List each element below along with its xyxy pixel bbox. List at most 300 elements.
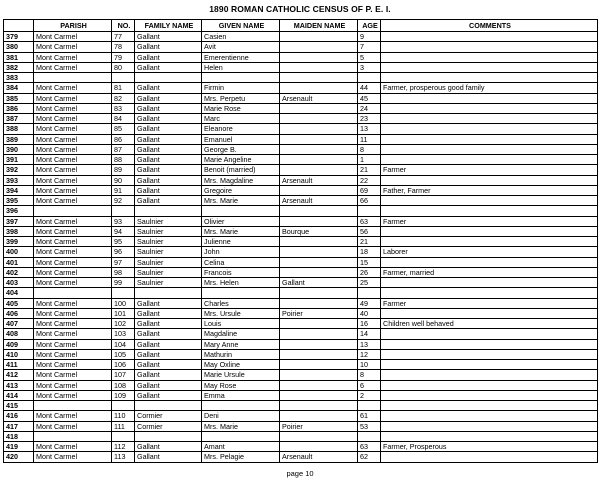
given-name-cell: Julienne <box>202 237 280 247</box>
row-number: 406 <box>4 308 34 318</box>
row-number: 405 <box>4 298 34 308</box>
given-name-cell <box>202 288 280 298</box>
age-cell: 21 <box>358 165 381 175</box>
row-number: 382 <box>4 62 34 72</box>
row-number: 412 <box>4 370 34 380</box>
given-name-cell: Mrs. Ursule <box>202 308 280 318</box>
family-name-cell: Gallant <box>135 319 202 329</box>
parish-cell: Mont Carmel <box>34 93 112 103</box>
age-cell: 10 <box>358 360 381 370</box>
table-row <box>4 32 598 42</box>
family-name-cell: Gallant <box>135 93 202 103</box>
family-no-cell: 88 <box>112 155 135 165</box>
comments-cell <box>381 349 598 359</box>
parish-cell: Mont Carmel <box>34 185 112 195</box>
row-number: 384 <box>4 83 34 93</box>
table-row <box>4 206 598 216</box>
age-cell: 1 <box>358 155 381 165</box>
given-name-cell: Eleanore <box>202 124 280 134</box>
given-name-cell: Louis <box>202 319 280 329</box>
family-no-cell: 79 <box>112 52 135 62</box>
row-number: 387 <box>4 114 34 124</box>
table-row <box>4 411 598 421</box>
row-number: 397 <box>4 216 34 226</box>
row-number: 417 <box>4 421 34 431</box>
maiden-name-cell <box>280 216 358 226</box>
age-cell <box>358 288 381 298</box>
parish-cell: Mont Carmel <box>34 62 112 72</box>
age-cell: 45 <box>358 93 381 103</box>
parish-cell <box>34 288 112 298</box>
maiden-name-cell <box>280 247 358 257</box>
row-number: 411 <box>4 360 34 370</box>
age-cell: 13 <box>358 124 381 134</box>
row-number: 409 <box>4 339 34 349</box>
comments-cell <box>381 278 598 288</box>
family-name-cell: Gallant <box>135 390 202 400</box>
comments-cell <box>381 339 598 349</box>
col-header-family-name: FAMILY NAME <box>135 20 202 32</box>
table-row <box>4 319 598 329</box>
family-no-cell: 77 <box>112 32 135 42</box>
family-name-cell: Gallant <box>135 298 202 308</box>
maiden-name-cell <box>280 370 358 380</box>
parish-cell: Mont Carmel <box>34 134 112 144</box>
comments-cell <box>381 288 598 298</box>
table-row <box>4 257 598 267</box>
comments-cell <box>381 370 598 380</box>
row-number: 393 <box>4 175 34 185</box>
parish-cell: Mont Carmel <box>34 329 112 339</box>
family-no-cell: 85 <box>112 124 135 134</box>
given-name-cell: Firmin <box>202 83 280 93</box>
given-name-cell: George B. <box>202 144 280 154</box>
comments-cell <box>381 237 598 247</box>
age-cell: 63 <box>358 442 381 452</box>
parish-cell: Mont Carmel <box>34 165 112 175</box>
maiden-name-cell <box>280 103 358 113</box>
maiden-name-cell <box>280 319 358 329</box>
family-no-cell: 102 <box>112 319 135 329</box>
parish-cell: Mont Carmel <box>34 155 112 165</box>
given-name-cell: Magdaline <box>202 329 280 339</box>
maiden-name-cell <box>280 267 358 277</box>
parish-cell <box>34 401 112 411</box>
table-row <box>4 401 598 411</box>
parish-cell: Mont Carmel <box>34 144 112 154</box>
given-name-cell: Mrs. Magdaline <box>202 175 280 185</box>
family-name-cell: Gallant <box>135 329 202 339</box>
parish-cell: Mont Carmel <box>34 267 112 277</box>
given-name-cell: Mrs. Marie <box>202 196 280 206</box>
family-no-cell: 106 <box>112 360 135 370</box>
family-name-cell: Gallant <box>135 83 202 93</box>
table-row <box>4 185 598 195</box>
maiden-name-cell <box>280 380 358 390</box>
maiden-name-cell <box>280 329 358 339</box>
comments-cell: Farmer, married <box>381 267 598 277</box>
maiden-name-cell: Arsenault <box>280 93 358 103</box>
family-name-cell: Gallant <box>135 42 202 52</box>
row-number: 414 <box>4 390 34 400</box>
table-row <box>4 360 598 370</box>
parish-cell: Mont Carmel <box>34 42 112 52</box>
family-name-cell: Gallant <box>135 155 202 165</box>
family-no-cell: 112 <box>112 442 135 452</box>
age-cell: 22 <box>358 175 381 185</box>
table-row <box>4 155 598 165</box>
parish-cell <box>34 206 112 216</box>
table-row <box>4 370 598 380</box>
given-name-cell: Helen <box>202 62 280 72</box>
given-name-cell: Mrs. Helen <box>202 278 280 288</box>
comments-cell: Father, Farmer <box>381 185 598 195</box>
parish-cell: Mont Carmel <box>34 319 112 329</box>
row-number: 416 <box>4 411 34 421</box>
family-name-cell: Gallant <box>135 339 202 349</box>
family-no-cell: 90 <box>112 175 135 185</box>
family-name-cell <box>135 401 202 411</box>
table-row <box>4 278 598 288</box>
given-name-cell: Celina <box>202 257 280 267</box>
parish-cell: Mont Carmel <box>34 226 112 236</box>
maiden-name-cell <box>280 206 358 216</box>
row-number: 394 <box>4 185 34 195</box>
header-row <box>4 20 598 32</box>
comments-cell: Farmer, Prosperous <box>381 442 598 452</box>
given-name-cell: Deni <box>202 411 280 421</box>
maiden-name-cell: Poirier <box>280 308 358 318</box>
comments-cell: Farmer <box>381 298 598 308</box>
table-row <box>4 431 598 441</box>
family-no-cell: 94 <box>112 226 135 236</box>
table-row <box>4 114 598 124</box>
comments-cell <box>381 103 598 113</box>
maiden-name-cell <box>280 390 358 400</box>
given-name-cell <box>202 73 280 83</box>
comments-cell <box>381 52 598 62</box>
comments-cell <box>381 431 598 441</box>
maiden-name-cell <box>280 349 358 359</box>
maiden-name-cell <box>280 42 358 52</box>
age-cell: 5 <box>358 52 381 62</box>
table-row <box>4 103 598 113</box>
maiden-name-cell <box>280 360 358 370</box>
comments-cell <box>381 360 598 370</box>
age-cell: 23 <box>358 114 381 124</box>
table-row <box>4 175 598 185</box>
family-name-cell: Gallant <box>135 196 202 206</box>
maiden-name-cell <box>280 73 358 83</box>
table-row <box>4 42 598 52</box>
table-row <box>4 83 598 93</box>
given-name-cell: Mathurin <box>202 349 280 359</box>
age-cell: 12 <box>358 349 381 359</box>
comments-cell <box>381 401 598 411</box>
parish-cell: Mont Carmel <box>34 257 112 267</box>
row-number: 413 <box>4 380 34 390</box>
maiden-name-cell <box>280 134 358 144</box>
parish-cell: Mont Carmel <box>34 103 112 113</box>
age-cell: 63 <box>358 216 381 226</box>
family-no-cell: 113 <box>112 452 135 462</box>
parish-cell: Mont Carmel <box>34 380 112 390</box>
family-no-cell: 89 <box>112 165 135 175</box>
age-cell: 14 <box>358 329 381 339</box>
parish-cell: Mont Carmel <box>34 175 112 185</box>
age-cell: 13 <box>358 339 381 349</box>
family-no-cell: 78 <box>112 42 135 52</box>
maiden-name-cell: Arsenault <box>280 196 358 206</box>
row-number: 402 <box>4 267 34 277</box>
row-number: 407 <box>4 319 34 329</box>
maiden-name-cell: Poirier <box>280 421 358 431</box>
col-header-comments: COMMENTS <box>381 20 598 32</box>
family-no-cell: 100 <box>112 298 135 308</box>
family-name-cell <box>135 288 202 298</box>
given-name-cell: Gregoire <box>202 185 280 195</box>
row-number: 383 <box>4 73 34 83</box>
given-name-cell: Mrs. Marie <box>202 226 280 236</box>
age-cell: 49 <box>358 298 381 308</box>
family-no-cell: 111 <box>112 421 135 431</box>
family-name-cell: Gallant <box>135 52 202 62</box>
given-name-cell: May Oxline <box>202 360 280 370</box>
family-no-cell: 99 <box>112 278 135 288</box>
given-name-cell: Olivier <box>202 216 280 226</box>
family-no-cell: 82 <box>112 93 135 103</box>
age-cell: 26 <box>358 267 381 277</box>
maiden-name-cell <box>280 339 358 349</box>
census-table <box>3 19 598 463</box>
maiden-name-cell <box>280 442 358 452</box>
maiden-name-cell <box>280 401 358 411</box>
row-number: 418 <box>4 431 34 441</box>
parish-cell: Mont Carmel <box>34 278 112 288</box>
parish-cell: Mont Carmel <box>34 216 112 226</box>
row-number: 392 <box>4 165 34 175</box>
age-cell: 8 <box>358 144 381 154</box>
family-no-cell: 93 <box>112 216 135 226</box>
age-cell: 7 <box>358 42 381 52</box>
given-name-cell: Casien <box>202 32 280 42</box>
comments-cell <box>381 206 598 216</box>
row-number: 398 <box>4 226 34 236</box>
comments-cell <box>381 329 598 339</box>
family-name-cell: Saulnier <box>135 226 202 236</box>
row-number: 415 <box>4 401 34 411</box>
family-name-cell: Saulnier <box>135 257 202 267</box>
family-name-cell: Gallant <box>135 360 202 370</box>
comments-cell <box>381 42 598 52</box>
given-name-cell: Emma <box>202 390 280 400</box>
age-cell: 25 <box>358 278 381 288</box>
given-name-cell: Mrs. Pelagie <box>202 452 280 462</box>
comments-cell <box>381 175 598 185</box>
maiden-name-cell: Arsenault <box>280 452 358 462</box>
row-number: 395 <box>4 196 34 206</box>
family-no-cell: 96 <box>112 247 135 257</box>
col-header-maiden-name: MAIDEN NAME <box>280 20 358 32</box>
given-name-cell: John <box>202 247 280 257</box>
family-no-cell <box>112 73 135 83</box>
family-name-cell: Gallant <box>135 124 202 134</box>
given-name-cell <box>202 431 280 441</box>
table-row <box>4 298 598 308</box>
table-row <box>4 73 598 83</box>
given-name-cell: Amant <box>202 442 280 452</box>
row-number: 396 <box>4 206 34 216</box>
comments-cell <box>381 32 598 42</box>
comments-cell <box>381 62 598 72</box>
col-header-no: NO. <box>112 20 135 32</box>
maiden-name-cell: Gallant <box>280 278 358 288</box>
given-name-cell: Avit <box>202 42 280 52</box>
table-row <box>4 226 598 236</box>
family-no-cell: 101 <box>112 308 135 318</box>
given-name-cell <box>202 401 280 411</box>
comments-cell <box>381 226 598 236</box>
age-cell: 6 <box>358 380 381 390</box>
comments-cell <box>381 124 598 134</box>
maiden-name-cell <box>280 298 358 308</box>
age-cell: 53 <box>358 421 381 431</box>
row-number: 404 <box>4 288 34 298</box>
family-name-cell: Saulnier <box>135 216 202 226</box>
family-no-cell: 108 <box>112 380 135 390</box>
given-name-cell: Emerentienne <box>202 52 280 62</box>
family-no-cell: 95 <box>112 237 135 247</box>
row-number: 400 <box>4 247 34 257</box>
parish-cell: Mont Carmel <box>34 308 112 318</box>
comments-cell <box>381 257 598 267</box>
table-row <box>4 247 598 257</box>
maiden-name-cell <box>280 288 358 298</box>
family-no-cell: 109 <box>112 390 135 400</box>
family-no-cell: 80 <box>112 62 135 72</box>
age-cell <box>358 431 381 441</box>
maiden-name-cell <box>280 62 358 72</box>
parish-cell: Mont Carmel <box>34 390 112 400</box>
age-cell: 2 <box>358 390 381 400</box>
comments-cell <box>381 452 598 462</box>
given-name-cell: Marc <box>202 114 280 124</box>
table-row <box>4 308 598 318</box>
maiden-name-cell <box>280 185 358 195</box>
parish-cell: Mont Carmel <box>34 442 112 452</box>
family-name-cell: Gallant <box>135 103 202 113</box>
maiden-name-cell <box>280 237 358 247</box>
col-header-given-name: GIVEN NAME <box>202 20 280 32</box>
row-number: 401 <box>4 257 34 267</box>
table-row <box>4 237 598 247</box>
comments-cell <box>381 114 598 124</box>
maiden-name-cell <box>280 114 358 124</box>
comments-cell: Farmer, prosperous good family <box>381 83 598 93</box>
row-number: 386 <box>4 103 34 113</box>
given-name-cell: Marie Rose <box>202 103 280 113</box>
comments-cell <box>381 93 598 103</box>
comments-cell <box>381 421 598 431</box>
age-cell: 8 <box>358 370 381 380</box>
age-cell: 24 <box>358 103 381 113</box>
given-name-cell: Emanuel <box>202 134 280 144</box>
family-no-cell: 107 <box>112 370 135 380</box>
age-cell: 69 <box>358 185 381 195</box>
age-cell: 11 <box>358 134 381 144</box>
family-name-cell: Gallant <box>135 32 202 42</box>
comments-cell <box>381 308 598 318</box>
family-name-cell: Gallant <box>135 165 202 175</box>
family-name-cell: Cormier <box>135 411 202 421</box>
row-number: 403 <box>4 278 34 288</box>
row-number: 388 <box>4 124 34 134</box>
age-cell: 66 <box>358 196 381 206</box>
table-row <box>4 196 598 206</box>
row-number: 389 <box>4 134 34 144</box>
maiden-name-cell: Arsenault <box>280 175 358 185</box>
family-name-cell: Saulnier <box>135 278 202 288</box>
row-number: 385 <box>4 93 34 103</box>
comments-cell: Children well behaved <box>381 319 598 329</box>
row-number-header <box>4 20 34 32</box>
table-row <box>4 329 598 339</box>
table-row <box>4 216 598 226</box>
family-name-cell: Gallant <box>135 452 202 462</box>
family-no-cell <box>112 206 135 216</box>
family-name-cell: Gallant <box>135 175 202 185</box>
row-number: 420 <box>4 452 34 462</box>
comments-cell <box>381 411 598 421</box>
age-cell <box>358 401 381 411</box>
row-number: 410 <box>4 349 34 359</box>
family-name-cell: Gallant <box>135 380 202 390</box>
age-cell: 44 <box>358 83 381 93</box>
maiden-name-cell <box>280 124 358 134</box>
parish-cell <box>34 431 112 441</box>
table-row <box>4 442 598 452</box>
parish-cell: Mont Carmel <box>34 349 112 359</box>
family-name-cell: Gallant <box>135 144 202 154</box>
family-name-cell: Gallant <box>135 62 202 72</box>
family-no-cell: 86 <box>112 134 135 144</box>
parish-cell: Mont Carmel <box>34 370 112 380</box>
comments-cell <box>381 73 598 83</box>
given-name-cell: Mrs. Perpetu <box>202 93 280 103</box>
given-name-cell: Francois <box>202 267 280 277</box>
family-name-cell: Gallant <box>135 185 202 195</box>
given-name-cell: Mrs. Marie <box>202 421 280 431</box>
table-row <box>4 124 598 134</box>
family-name-cell: Saulnier <box>135 247 202 257</box>
parish-cell: Mont Carmel <box>34 360 112 370</box>
maiden-name-cell <box>280 144 358 154</box>
family-no-cell: 105 <box>112 349 135 359</box>
col-header-parish: PARISH <box>34 20 112 32</box>
comments-cell <box>381 134 598 144</box>
given-name-cell: Marie Angeline <box>202 155 280 165</box>
row-number: 408 <box>4 329 34 339</box>
family-name-cell <box>135 431 202 441</box>
table-row <box>4 52 598 62</box>
family-no-cell: 98 <box>112 267 135 277</box>
page-title: 1890 ROMAN CATHOLIC CENSUS OF P. E. I. <box>209 4 391 14</box>
maiden-name-cell <box>280 257 358 267</box>
parish-cell: Mont Carmel <box>34 452 112 462</box>
row-number: 390 <box>4 144 34 154</box>
parish-cell: Mont Carmel <box>34 247 112 257</box>
table-row <box>4 380 598 390</box>
